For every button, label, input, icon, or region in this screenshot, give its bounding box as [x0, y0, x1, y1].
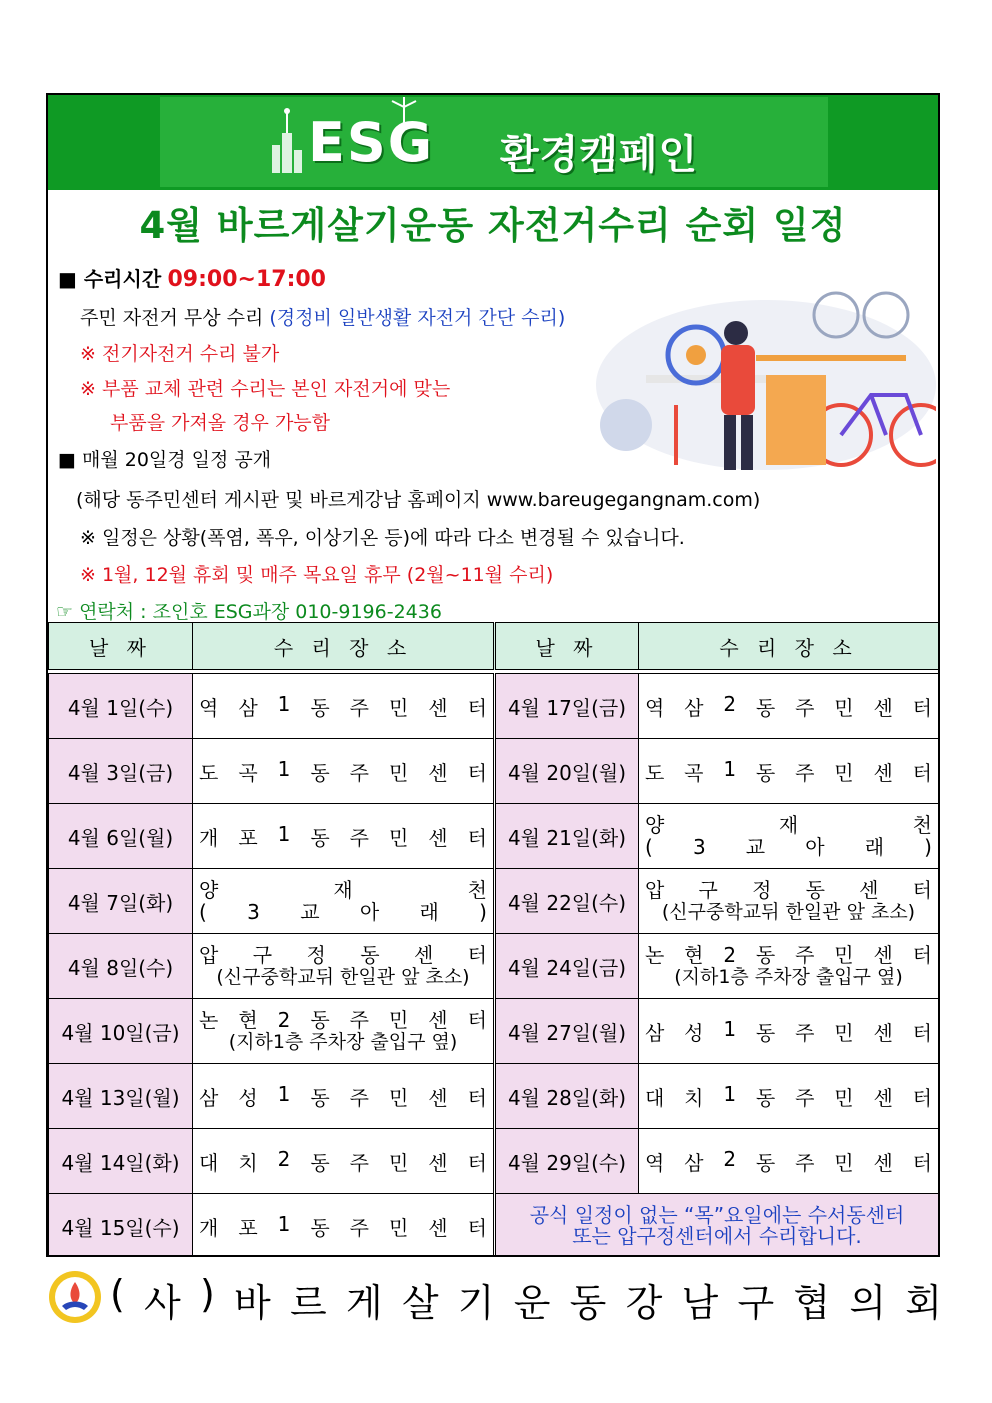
- place-name: 논 현 2 동 주 민 센 터: [199, 1008, 487, 1032]
- change-line: ※ 일정은 상황(폭염, 폭우, 이상기온 등)에 따라 다소 변경될 수 있습니다.: [80, 527, 685, 549]
- contact-line: ☞ 연락처 : 조인호 ESG과장 010-9196-2436: [56, 601, 442, 623]
- table-row: [49, 869, 939, 934]
- footer: [48, 1270, 942, 1326]
- date-cell: 4월 22일(수): [495, 869, 639, 934]
- place-name: 개 포 1 동 주 민 센 터: [199, 821, 487, 850]
- place-cell: [639, 739, 939, 804]
- date-cell: 4월 1일(수): [49, 674, 193, 739]
- date-cell: 4월 28일(화): [495, 1064, 639, 1129]
- date-cell: 4월 20일(월): [495, 739, 639, 804]
- thursday-note-line1: 공식 일정이 없는 “목”요일에는 수서동센터: [529, 1203, 905, 1227]
- date-cell: 4월 6일(월): [49, 804, 193, 869]
- place-cell: [639, 1064, 939, 1129]
- place-cell: [639, 934, 939, 999]
- organization-char: 강: [625, 1281, 663, 1325]
- hours-label: ■ 수리시간: [58, 267, 162, 291]
- place-name: 대 치 1 동 주 민 센 터: [645, 1081, 932, 1110]
- organization-char: 르: [289, 1281, 327, 1325]
- place-name: 도 곡 1 동 주 민 센 터: [645, 756, 932, 785]
- place-cell: [639, 804, 939, 869]
- date-cell: 4월 10일(금): [49, 999, 193, 1064]
- date-cell: 4월 29일(수): [495, 1129, 639, 1194]
- date-cell: 4월 21일(화): [495, 804, 639, 869]
- place-cell: [193, 999, 495, 1064]
- organization-char: ): [199, 1272, 215, 1316]
- organization-char: 바: [234, 1281, 271, 1325]
- organization-char: 남: [681, 1281, 719, 1325]
- place-sub: ( 3 교 아 래 ): [645, 835, 932, 859]
- date-cell: 4월 15일(수): [49, 1194, 193, 1258]
- monthly-line: ■ 매월 20일경 일정 공개: [58, 449, 272, 471]
- date-cell: 4월 8일(수): [49, 934, 193, 999]
- organization-char: (: [110, 1272, 125, 1316]
- esg-logo-text: ESG: [308, 111, 435, 174]
- place-name: 역 삼 2 동 주 민 센 터: [645, 691, 932, 720]
- holiday-line: ※ 1월, 12월 휴회 및 매주 목요일 휴무 (2월~11월 수리): [80, 564, 554, 586]
- place-sub: (신구중학교뒤 한일관 앞 초소): [661, 901, 916, 923]
- table-row: [49, 1064, 939, 1129]
- note-parts-1: ※ 부품 교체 관련 수리는 본인 자전거에 맞는: [80, 378, 451, 400]
- place-name: 압 구 정 동 센 터: [199, 943, 487, 967]
- date-cell: 4월 13일(월): [49, 1064, 193, 1129]
- organization-char: 의: [849, 1281, 887, 1325]
- place-name: 역 삼 2 동 주 민 센 터: [645, 1146, 932, 1175]
- place-cell: [193, 1064, 495, 1129]
- table-header-row: [49, 623, 939, 670]
- esg-banner: [48, 95, 938, 190]
- thursday-note: [495, 1194, 939, 1258]
- hours-line: [58, 263, 326, 292]
- organization-emblem-icon: [48, 1270, 102, 1324]
- place-name: 역 삼 1 동 주 민 센 터: [199, 691, 487, 720]
- table-row: [49, 999, 939, 1064]
- place-cell: [639, 674, 939, 739]
- page-title: 4월 바르게살기운동 자전거수리 순회 일정: [139, 204, 847, 247]
- service-text: 주민 자전거 무상 수리: [80, 307, 264, 329]
- place-sub: ( 3 교 아 래 ): [199, 900, 487, 924]
- header-date-right: 날 짜: [495, 623, 639, 670]
- organization-char: 게: [345, 1281, 383, 1325]
- place-cell: [639, 999, 939, 1064]
- organization-char: 사: [144, 1281, 181, 1325]
- organization-name: [110, 1272, 942, 1327]
- table-row: [49, 934, 939, 999]
- organization-char: 기: [457, 1281, 495, 1325]
- place-name: 삼 성 1 동 주 민 센 터: [199, 1081, 487, 1110]
- campaign-text: 환경캠페인: [500, 132, 699, 178]
- place-cell: [193, 739, 495, 804]
- organization-char: 회: [905, 1281, 942, 1325]
- organization-char: 살: [401, 1281, 439, 1325]
- place-name: 도 곡 1 동 주 민 센 터: [199, 756, 487, 785]
- date-cell: 4월 14일(화): [49, 1129, 193, 1194]
- hours-value: 09:00~17:00: [167, 267, 326, 292]
- place-name: 개 포 1 동 주 민 센 터: [199, 1211, 487, 1240]
- place-cell: [193, 674, 495, 739]
- banner-center: [160, 97, 828, 187]
- where-line: (해당 동주민센터 게시판 및 바르게강남 홈페이지 www.bareugegangnam.com): [76, 489, 761, 511]
- date-cell: 4월 3일(금): [49, 739, 193, 804]
- place-cell: [193, 869, 495, 934]
- table-row: [49, 739, 939, 804]
- service-detail: (경정비 일반생활 자전거 간단 수리): [269, 307, 566, 329]
- place-name: 압 구 정 동 센 터: [645, 878, 932, 902]
- schedule-table: [48, 622, 939, 1257]
- place-name: 양 재 천: [199, 878, 487, 902]
- organization-char: 협: [793, 1281, 831, 1325]
- place-cell: [193, 804, 495, 869]
- date-cell: 4월 24일(금): [495, 934, 639, 999]
- organization-char: 구: [737, 1281, 775, 1325]
- place-cell: [193, 1194, 495, 1258]
- place-cell: [639, 1129, 939, 1194]
- header-place-right: 수 리 장 소: [639, 623, 939, 670]
- place-name: 양 재 천: [645, 813, 932, 837]
- header-date-left: 날 짜: [49, 623, 193, 670]
- table-row: [49, 674, 939, 739]
- city-skyline-icon: [270, 105, 310, 175]
- header-place-left: 수 리 장 소: [193, 623, 495, 670]
- place-sub: (신구중학교뒤 한일관 앞 초소): [216, 966, 470, 988]
- place-cell: [639, 869, 939, 934]
- date-cell: 4월 17일(금): [495, 674, 639, 739]
- place-name: 삼 성 1 동 주 민 센 터: [645, 1016, 932, 1045]
- place-cell: [193, 1129, 495, 1194]
- organization-char: 동: [569, 1281, 607, 1325]
- date-cell: 4월 7일(화): [49, 869, 193, 934]
- note-ebike: ※ 전기자전거 수리 불가: [80, 343, 280, 365]
- date-cell: 4월 27일(월): [495, 999, 639, 1064]
- service-line: [80, 303, 565, 330]
- thursday-note-line2: 또는 압구정센터에서 수리합니다.: [572, 1224, 862, 1248]
- place-sub: (지하1층 주차장 출입구 옆): [228, 1031, 458, 1053]
- place-name: 대 치 2 동 주 민 센 터: [199, 1146, 487, 1175]
- table-row: [49, 1194, 939, 1258]
- table-row: [49, 1129, 939, 1194]
- place-cell: [193, 934, 495, 999]
- poster-frame: [46, 93, 940, 1257]
- place-sub: (지하1층 주차장 출입구 옆): [674, 966, 903, 988]
- place-name: 논 현 2 동 주 민 센 터: [645, 943, 932, 967]
- bicycle-repair-illustration: [586, 275, 936, 475]
- table-row: [49, 804, 939, 869]
- note-parts-2: 부품을 가져올 경우 가능함: [110, 412, 331, 434]
- organization-char: 운: [513, 1281, 551, 1325]
